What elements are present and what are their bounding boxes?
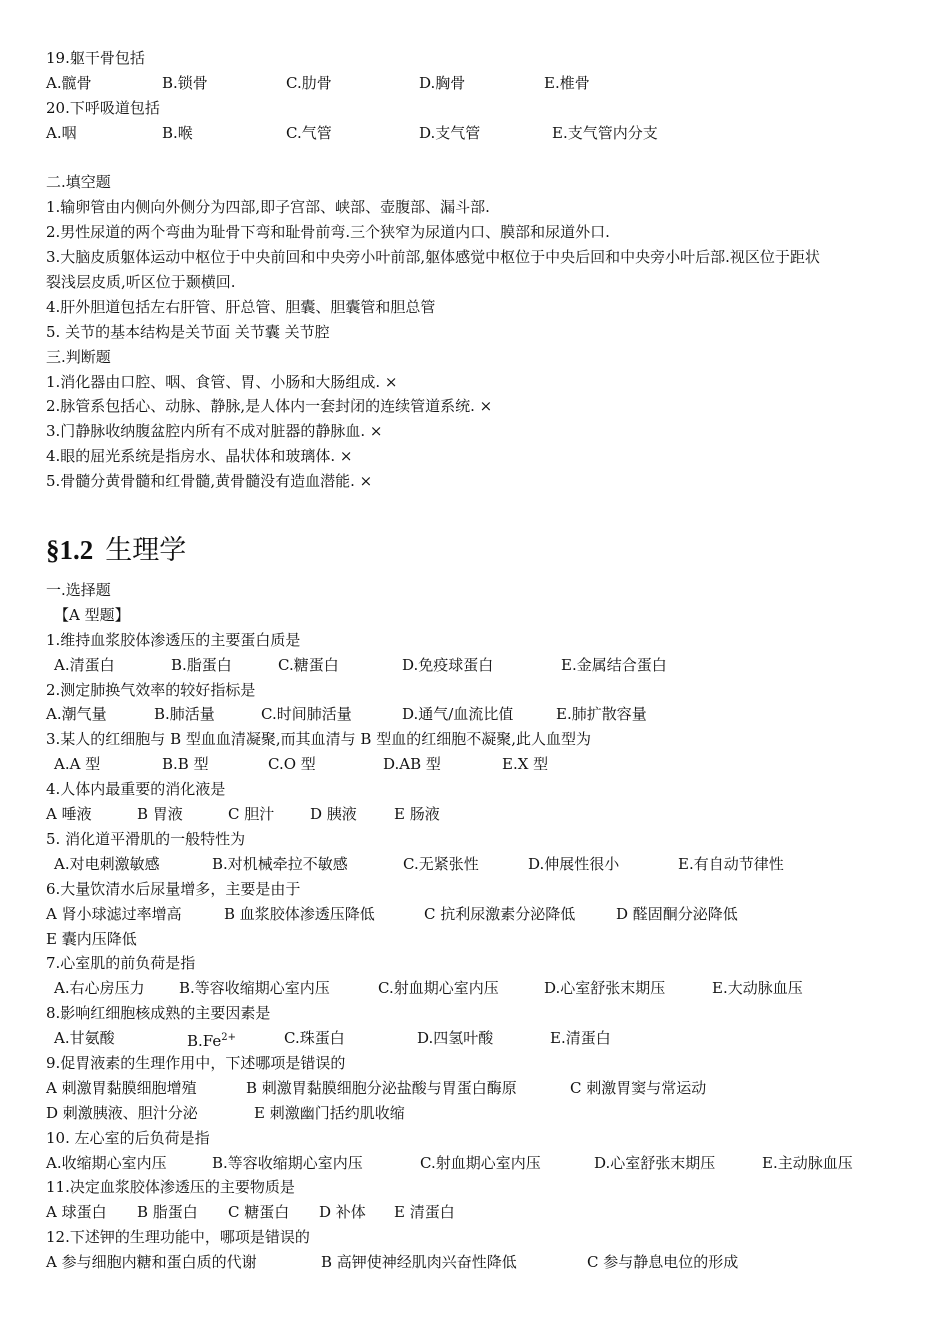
option: E.肺扩散容量 [556,705,647,724]
question-stem: 11.决定血浆胶体渗透压的主要物质是 [46,1178,295,1197]
option: C.无紧张性 [403,854,479,873]
question-stem: 10. 左心室的后负荷是指 [46,1128,210,1147]
option: D.AB 型 [383,755,441,774]
option-row [46,802,916,827]
option: E.主动脉血压 [762,1153,853,1172]
section-title: 三.判断题 [46,347,111,366]
option: A 肾小球滤过率增高 [46,904,182,923]
question-stem: 9.促胃液素的生理作用中，下述哪项是错误的 [46,1053,346,1072]
option: B.锁骨 [162,73,208,92]
option-row [46,1200,916,1225]
option: D.支气管 [419,123,481,142]
option-row [46,1151,916,1176]
option: C 糖蛋白 [228,1203,290,1222]
question-stem: 2.测定肺换气效率的较好指标是 [46,680,256,699]
question-type: 【A 型题】 [54,605,130,624]
option: A.对电刺激敏感 [54,854,160,873]
option: B.喉 [162,123,193,142]
option: A 唾液 [46,805,92,824]
option: A 参与细胞内糖和蛋白质的代谢 [46,1253,257,1272]
option: D 补体 [319,1203,366,1222]
option: B 高钾使神经肌肉兴奋性降低 [321,1253,517,1272]
option: C.糖蛋白 [278,655,339,674]
option: A.清蛋白 [54,655,115,674]
option: D 醛固酮分泌降低 [616,904,738,923]
option: A.潮气量 [46,705,107,724]
option: C.珠蛋白 [284,1029,345,1048]
question-stem: 20.下呼吸道包括 [46,98,160,117]
option: C.O 型 [268,755,316,774]
option: E.X 型 [502,755,549,774]
option: D.伸展性很小 [528,854,620,873]
option: E 刺激幽门括约肌收缩 [254,1103,405,1122]
section-title: 一.选择题 [46,581,111,600]
option-row [46,653,916,678]
option: E.大动脉血压 [712,979,803,998]
chapter-number: §1.2 [46,535,94,566]
option: E.清蛋白 [550,1029,611,1048]
option: B.等容收缩期心室内压 [212,1153,363,1172]
option: B.脂蛋白 [171,655,232,674]
judge-item: 3.门静脉收纳腹盆腔内所有不成对脏器的静脉血. × [46,422,383,441]
question-stem: 19.躯干骨包括 [46,49,145,67]
option-row [46,1076,916,1101]
question-stem: 7.心室肌的前负荷是指 [46,954,196,973]
option-row [46,1250,916,1275]
option: C 参与静息电位的形成 [587,1253,739,1272]
option-row [46,121,916,146]
option: B 血浆胶体渗透压降低 [224,904,375,923]
option: A.A 型 [54,755,101,774]
judge-item: 1.消化器由口腔、咽、食管、胃、小肠和大肠组成. × [46,372,398,391]
option: D.四氢叶酸 [417,1029,494,1048]
question-stem: 5. 消化道平滑肌的一般特性为 [46,829,246,848]
option: C 刺激胃窦与常运动 [570,1078,707,1097]
question-stem: 6.大量饮清水后尿量增多，主要是由于 [46,879,301,898]
option: D 胰液 [310,805,357,824]
option: C 抗利尿激素分泌降低 [424,904,576,923]
option-row [46,1101,916,1126]
option: E 囊内压降低 [46,929,137,948]
document-page [46,46,916,1275]
option: B 胃液 [137,805,183,824]
option: E 肠液 [394,805,440,824]
option: E.支气管内分支 [552,123,658,142]
option-row [46,976,916,1001]
option-row [46,852,916,877]
option: D.心室舒张末期压 [594,1153,716,1172]
option-row [46,71,916,96]
judge-item: 2.脉管系包括心、动脉、静脉,是人体内一套封闭的连续管道系统. × [46,397,493,416]
question-stem: 1.维持血浆胶体渗透压的主要蛋白质是 [46,630,301,649]
option-row [46,702,916,727]
chapter-title: 生理学 [105,535,187,567]
option: A.髋骨 [46,73,92,92]
fill-item: 5. 关节的基本结构是关节面 关节囊 关节腔 [46,322,330,341]
option: D.心室舒张末期压 [544,979,666,998]
option: D.胸骨 [419,73,466,92]
option-row [46,902,916,927]
option: A.右心房压力 [54,979,145,998]
option: C.射血期心室内压 [378,979,499,998]
fill-item: 2.男性尿道的两个弯曲为耻骨下弯和耻骨前弯.三个狭窄为尿道内口、膜部和尿道外口. [46,223,610,242]
option: C.气管 [286,123,332,142]
option: B 脂蛋白 [137,1203,198,1222]
question-stem: 8.影响红细胞核成熟的主要因素是 [46,1004,271,1023]
question-stem: 3.某人的红细胞与 B 型血血清凝聚,而其血清与 B 型血的红细胞不凝聚,此人血型为 [46,730,591,749]
option: C.射血期心室内压 [420,1153,541,1172]
option: E.有自动节律性 [678,854,784,873]
fill-item: 1.输卵管由内侧向外侧分为四部,即子宫部、峡部、壶腹部、漏斗部. [46,198,490,217]
option: B.对机械牵拉不敏感 [212,854,348,873]
question-stem: 12.下述钾的生理功能中，哪项是错误的 [46,1228,310,1247]
option: C.肋骨 [286,73,332,92]
question-stem: 4.人体内最重要的消化液是 [46,780,226,799]
option-row [46,1026,916,1051]
option: C 胆汁 [228,805,275,824]
option-row [46,752,916,777]
superscript: 2+ [221,1032,237,1044]
option-text: B.Fe [187,1032,222,1051]
option: D.免疫球蛋白 [402,655,494,674]
option: A 刺激胃黏膜细胞增殖 [46,1078,197,1097]
judge-item: 4.眼的屈光系统是指房水、晶状体和玻璃体. × [46,447,353,466]
option: E.金属结合蛋白 [561,655,667,674]
fill-item: 4.肝外胆道包括左右肝管、肝总管、胆囊、胆囊管和胆总管 [46,297,436,316]
option: B 刺激胃黏膜细胞分泌盐酸与胃蛋白酶原 [246,1078,517,1097]
option: C.时间肺活量 [261,705,352,724]
option: E.椎骨 [544,73,590,92]
option: A 球蛋白 [46,1203,107,1222]
chapter-heading [46,520,916,576]
option: D 刺激胰液、胆汁分泌 [46,1103,198,1122]
option: A.收缩期心室内压 [46,1153,167,1172]
option: E 清蛋白 [394,1203,455,1222]
option: B.B 型 [162,755,209,774]
option: B.等容收缩期心室内压 [179,979,330,998]
option: A.咽 [46,123,77,142]
option: B.肺活量 [154,705,215,724]
fill-item: 3.大脑皮质躯体运动中枢位于中央前回和中央旁小叶前部,躯体感觉中枢位于中央后回和中央旁小叶后部.视区位于距状 [46,248,820,267]
judge-item: 5.骨髓分黄骨髓和红骨髓,黄骨髓没有造血潜能. × [46,472,373,491]
fill-item: 裂浅层皮质,听区位于颞横回. [46,273,236,292]
section-title: 二.填空题 [46,173,111,192]
option: D.通气/血流比值 [402,705,514,724]
option [187,1026,236,1054]
option: A.甘氨酸 [54,1029,115,1048]
